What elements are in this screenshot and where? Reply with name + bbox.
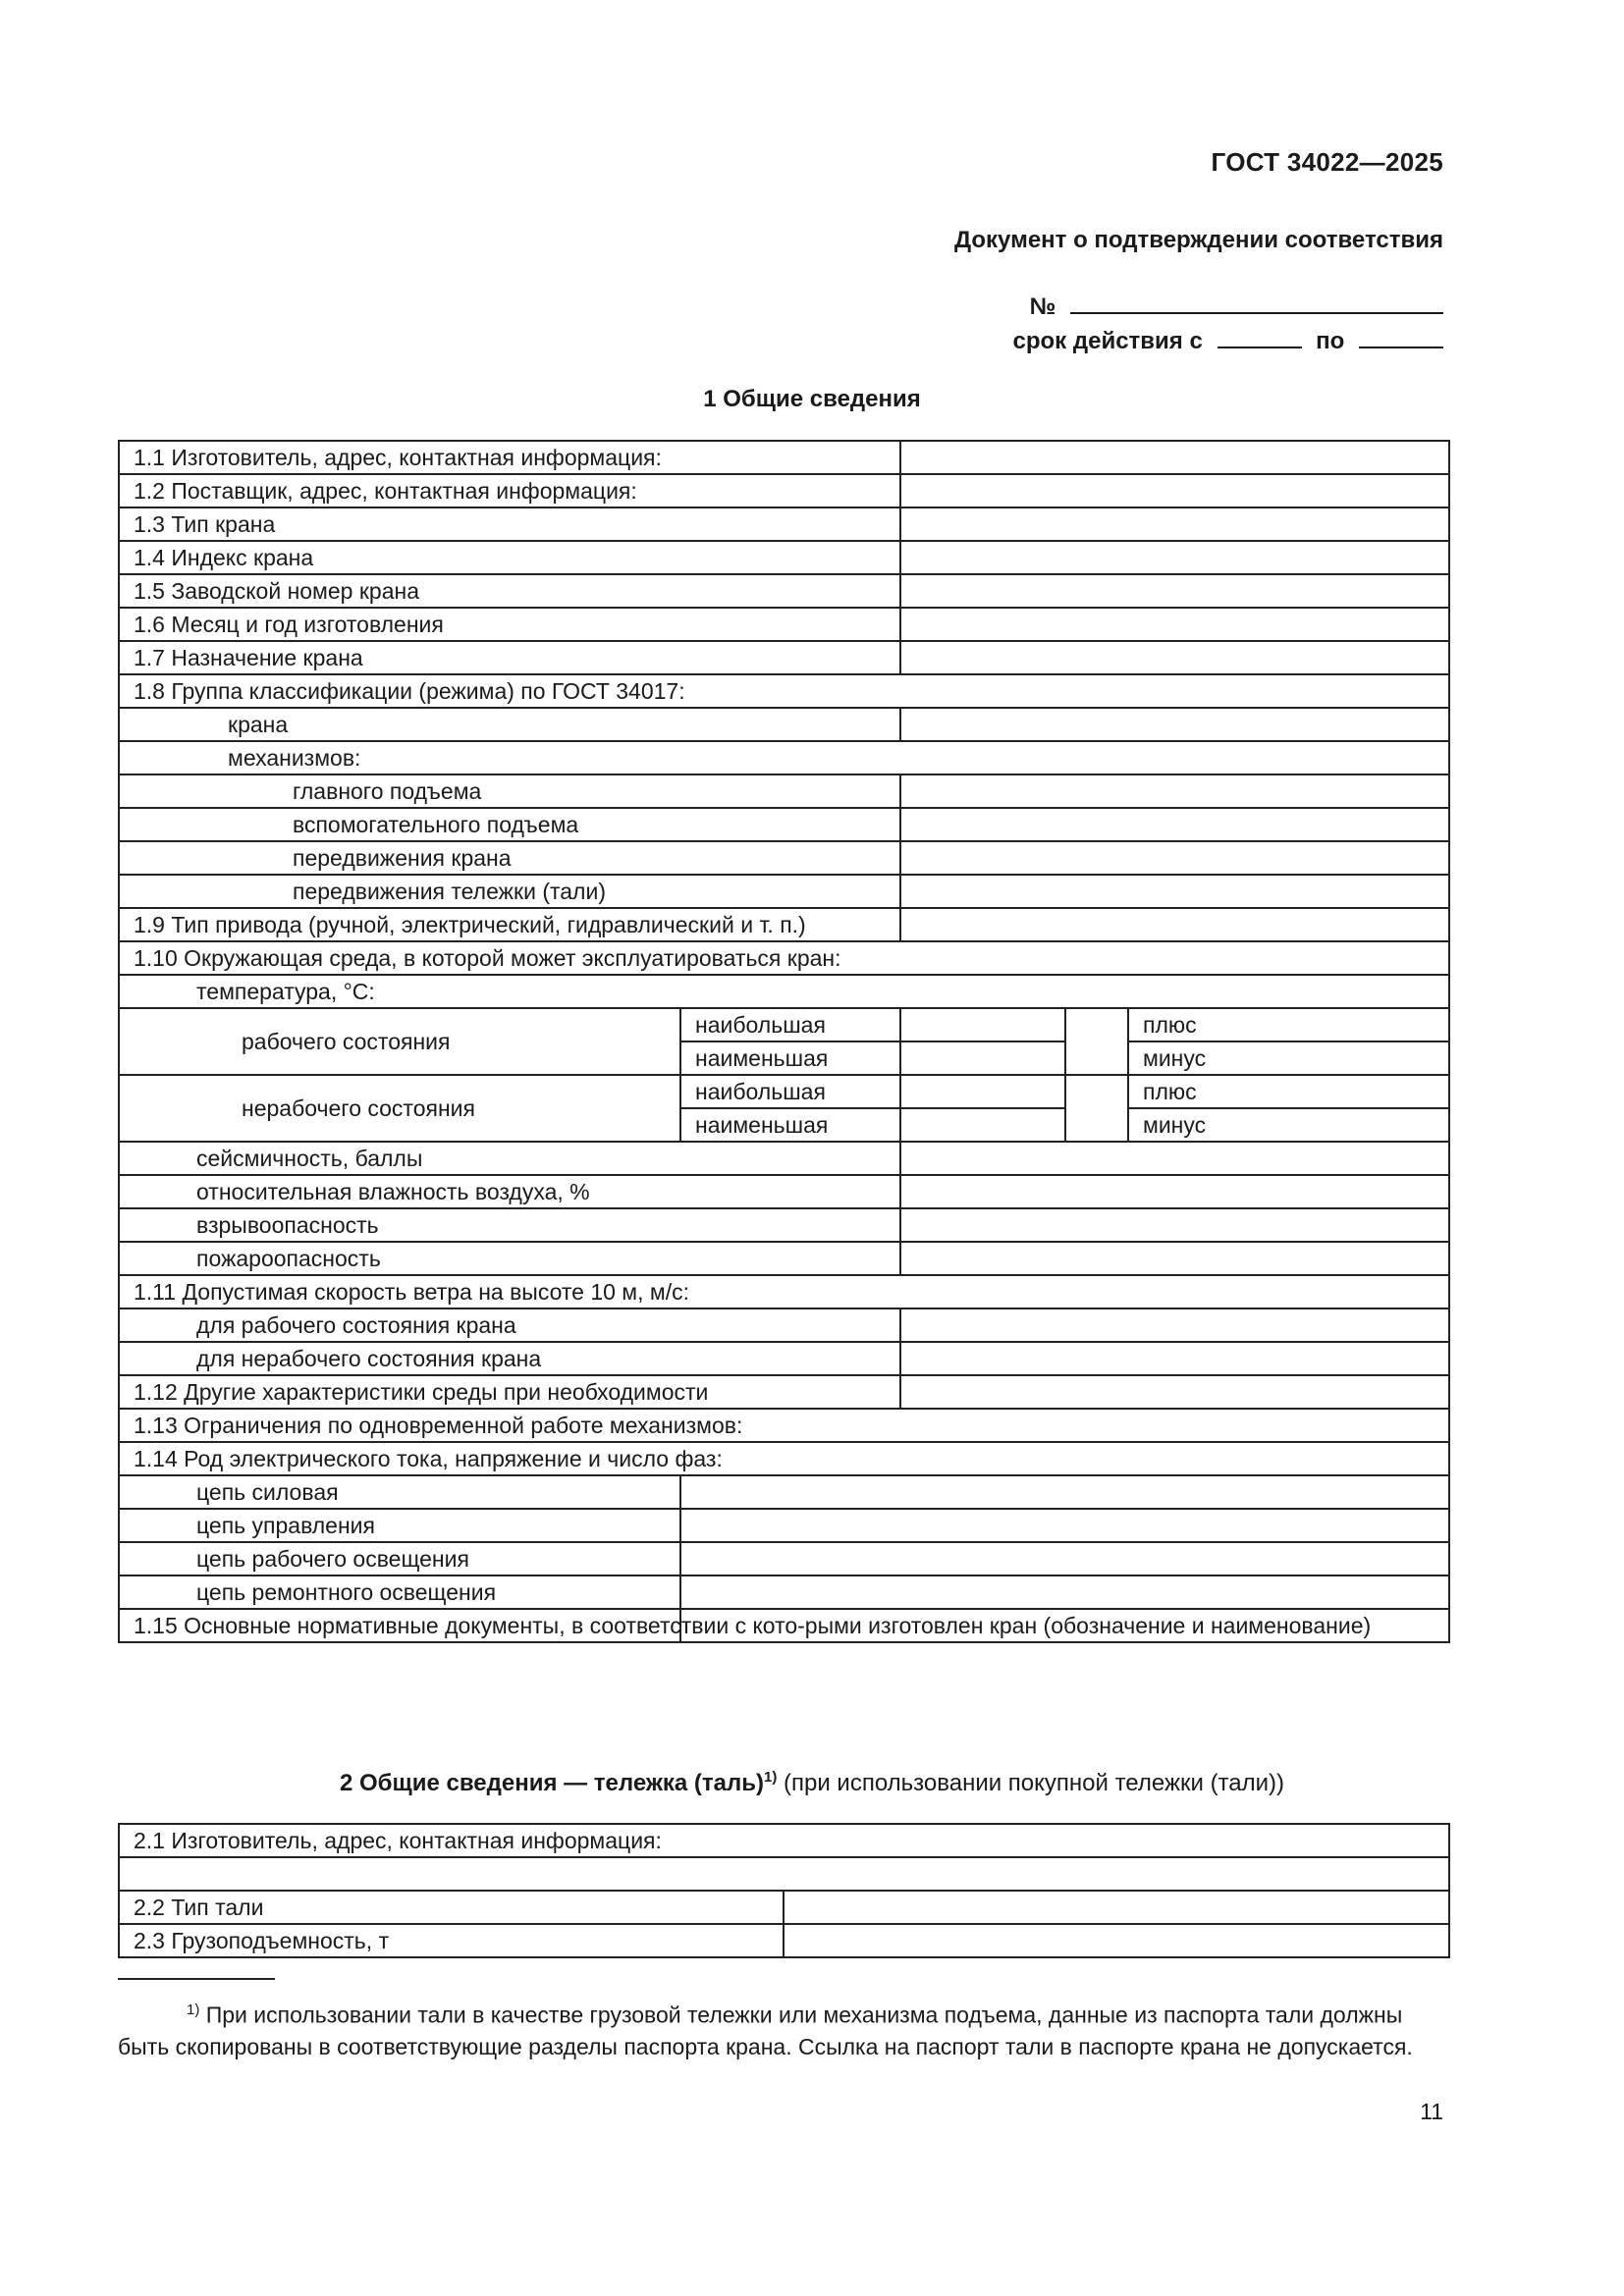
row-label: вспомогательного подъема — [119, 808, 900, 841]
value-cell[interactable] — [1065, 1075, 1128, 1142]
footnote-ref[interactable]: 1) — [764, 1769, 778, 1786]
row-label: 1.9 Тип привода (ручной, электрический, гидравлический и т. п.) — [119, 908, 900, 941]
table-row — [119, 1575, 1449, 1609]
section-2-title-text: 2 Общие сведения — тележка (таль) — [339, 1770, 764, 1796]
value-cell[interactable] — [900, 507, 1449, 541]
table-row — [119, 708, 1449, 741]
row-label: пожароопасность — [119, 1242, 900, 1275]
row-label: 1.10 Окружающая среда, в которой может эксплуатироваться кран: — [119, 941, 1449, 975]
footnote-divider — [118, 1978, 275, 1980]
row-label: 1.3 Тип крана — [119, 507, 900, 541]
table-row — [119, 1008, 1449, 1041]
value-cell[interactable] — [900, 841, 1449, 875]
page-number: 11 — [1420, 2099, 1443, 2124]
value-cell[interactable] — [119, 1857, 1449, 1891]
temp-max-label: наибольшая — [680, 1075, 900, 1108]
table-row — [119, 808, 1449, 841]
row-label: крана — [119, 708, 900, 741]
table-row — [119, 1891, 1449, 1924]
value-cell[interactable] — [900, 1108, 1065, 1142]
row-label: сейсмичность, баллы — [119, 1142, 900, 1175]
table-row — [119, 1509, 1449, 1542]
table-row — [119, 674, 1449, 708]
value-cell[interactable] — [900, 875, 1449, 908]
value-cell[interactable] — [900, 774, 1449, 808]
table-row — [119, 774, 1449, 808]
table-row — [119, 1442, 1449, 1475]
validity-to-blank[interactable] — [1359, 325, 1443, 348]
value-cell[interactable] — [680, 1575, 1449, 1609]
value-cell[interactable] — [900, 1008, 1065, 1041]
table-row — [119, 875, 1449, 908]
value-cell[interactable] — [900, 1308, 1449, 1342]
row-label: 2.1 Изготовитель, адрес, контактная информация: — [119, 1824, 1449, 1857]
row-label: относительная влажность воздуха, % — [119, 1175, 900, 1208]
table-row — [119, 1242, 1449, 1275]
section-2-title — [0, 1769, 1624, 1797]
row-label: 1.5 Заводской номер крана — [119, 574, 900, 608]
temp-plus-label: плюс — [1128, 1008, 1449, 1041]
temp-nonworking-label: нерабочего состояния — [119, 1075, 680, 1142]
table-row — [119, 941, 1449, 975]
temp-minus-label: минус — [1128, 1041, 1449, 1075]
validity-line — [1013, 325, 1443, 355]
validity-from-blank[interactable] — [1218, 325, 1302, 348]
value-cell[interactable] — [900, 808, 1449, 841]
table-row — [119, 507, 1449, 541]
row-label: 1.14 Род электрического тока, напряжение и число фаз: — [119, 1442, 1449, 1475]
value-cell[interactable] — [680, 1475, 1449, 1509]
validity-to-label: по — [1316, 328, 1345, 354]
row-label: 2.2 Тип тали — [119, 1891, 784, 1924]
table-row — [119, 541, 1449, 574]
footnote — [118, 1995, 1448, 2062]
row-label: для рабочего состояния крана — [119, 1308, 900, 1342]
row-label: 1.4 Индекс крана — [119, 541, 900, 574]
table-row — [119, 1824, 1449, 1857]
row-label: механизмов: — [119, 741, 1449, 774]
section-2-note: (при использовании покупной тележки (тали)) — [784, 1770, 1285, 1796]
certificate-number-line — [1030, 291, 1443, 321]
table-row — [119, 1375, 1449, 1409]
table-row — [119, 975, 1449, 1008]
table-row — [119, 1275, 1449, 1308]
footnote-text: При использовании тали в качестве грузовой тележки или механизма подъема, данные из паспорта тали должны быть скопированы в соответствующие разделы паспорта крана. Ссылка на паспорт тали в паспорте крана не допускается. — [118, 2002, 1413, 2059]
row-label: 1.11 Допустимая скорость ветра на высоте 10 м, м/с: — [119, 1275, 1449, 1308]
table-row — [119, 841, 1449, 875]
hoist-info-table — [118, 1823, 1450, 1958]
table-row — [119, 1075, 1449, 1108]
row-label: 1.2 Поставщик, адрес, контактная информация: — [119, 474, 900, 507]
table-row — [119, 1542, 1449, 1575]
standard-number: ГОСТ 34022—2025 — [1211, 147, 1443, 177]
table-row — [119, 908, 1449, 941]
value-cell[interactable] — [784, 1924, 1449, 1957]
number-label: № — [1029, 294, 1056, 320]
row-label: главного подъема — [119, 774, 900, 808]
value-cell[interactable] — [900, 908, 1449, 941]
value-cell[interactable] — [900, 1242, 1449, 1275]
table-row — [119, 1609, 1449, 1642]
value-cell[interactable] — [900, 441, 1449, 474]
value-cell[interactable] — [900, 1175, 1449, 1208]
temp-min-label: наименьшая — [680, 1108, 900, 1142]
value-cell[interactable] — [900, 474, 1449, 507]
value-cell[interactable] — [1065, 1008, 1128, 1075]
row-label: 2.3 Грузоподъемность, т — [119, 1924, 784, 1957]
value-cell[interactable] — [784, 1891, 1449, 1924]
table-row — [119, 574, 1449, 608]
value-cell[interactable] — [900, 1342, 1449, 1375]
table-row — [119, 474, 1449, 507]
row-label: для нерабочего состояния крана — [119, 1342, 900, 1375]
table-row — [119, 641, 1449, 674]
temp-min-label: наименьшая — [680, 1041, 900, 1075]
table-row — [119, 741, 1449, 774]
table-row — [119, 1924, 1449, 1957]
temp-working-label: рабочего состояния — [119, 1008, 680, 1075]
value-cell[interactable] — [900, 574, 1449, 608]
row-label: температура, °С: — [119, 975, 1449, 1008]
row-label: 1.8 Группа классификации (режима) по ГОСТ 34017: — [119, 674, 1449, 708]
row-label: 1.6 Месяц и год изготовления — [119, 608, 900, 641]
row-label: передвижения крана — [119, 841, 900, 875]
table-row — [119, 1475, 1449, 1509]
table-row — [119, 1409, 1449, 1442]
value-cell[interactable] — [900, 708, 1449, 741]
table-row — [119, 1208, 1449, 1242]
temp-plus-label: плюс — [1128, 1075, 1449, 1108]
value-cell[interactable] — [680, 1542, 1449, 1575]
table-row — [119, 608, 1449, 641]
table-row — [119, 1142, 1449, 1175]
table-row — [119, 1175, 1449, 1208]
row-label: 1.15 Основные нормативные документы, в соответствии с кото-рыми изготовлен кран (обозначение и наименование) — [119, 1609, 680, 1642]
temp-max-label: наибольшая — [680, 1008, 900, 1041]
row-label: цепь ремонтного освещения — [119, 1575, 680, 1609]
footnote-mark: 1) — [187, 2002, 200, 2018]
number-blank[interactable] — [1070, 291, 1443, 314]
general-info-table — [118, 440, 1450, 1643]
value-cell[interactable] — [680, 1509, 1449, 1542]
row-label: передвижения тележки (тали) — [119, 875, 900, 908]
row-label: 1.13 Ограничения по одновременной работе механизмов: — [119, 1409, 1449, 1442]
value-cell[interactable] — [900, 641, 1449, 674]
value-cell[interactable] — [900, 1208, 1449, 1242]
value-cell[interactable] — [900, 1375, 1449, 1409]
validity-from-label: срок действия с — [1012, 328, 1203, 354]
table-row — [119, 441, 1449, 474]
table-row — [119, 1857, 1449, 1891]
value-cell[interactable] — [900, 1041, 1065, 1075]
value-cell[interactable] — [900, 1142, 1449, 1175]
row-label: цепь рабочего освещения — [119, 1542, 680, 1575]
temp-minus-label: минус — [1128, 1108, 1449, 1142]
value-cell[interactable] — [900, 608, 1449, 641]
row-label: цепь силовая — [119, 1475, 680, 1509]
row-label: взрывоопасность — [119, 1208, 900, 1242]
section-1-title: 1 Общие сведения — [703, 386, 921, 412]
row-label: 1.1 Изготовитель, адрес, контактная информация: — [119, 441, 900, 474]
table-row — [119, 1308, 1449, 1342]
row-label: 1.7 Назначение крана — [119, 641, 900, 674]
row-label: цепь управления — [119, 1509, 680, 1542]
value-cell[interactable] — [900, 1075, 1065, 1108]
row-label: 1.12 Другие характеристики среды при необходимости — [119, 1375, 900, 1409]
document-title: Документ о подтверждении соответствия — [953, 227, 1443, 253]
value-cell[interactable] — [900, 541, 1449, 574]
table-row — [119, 1342, 1449, 1375]
